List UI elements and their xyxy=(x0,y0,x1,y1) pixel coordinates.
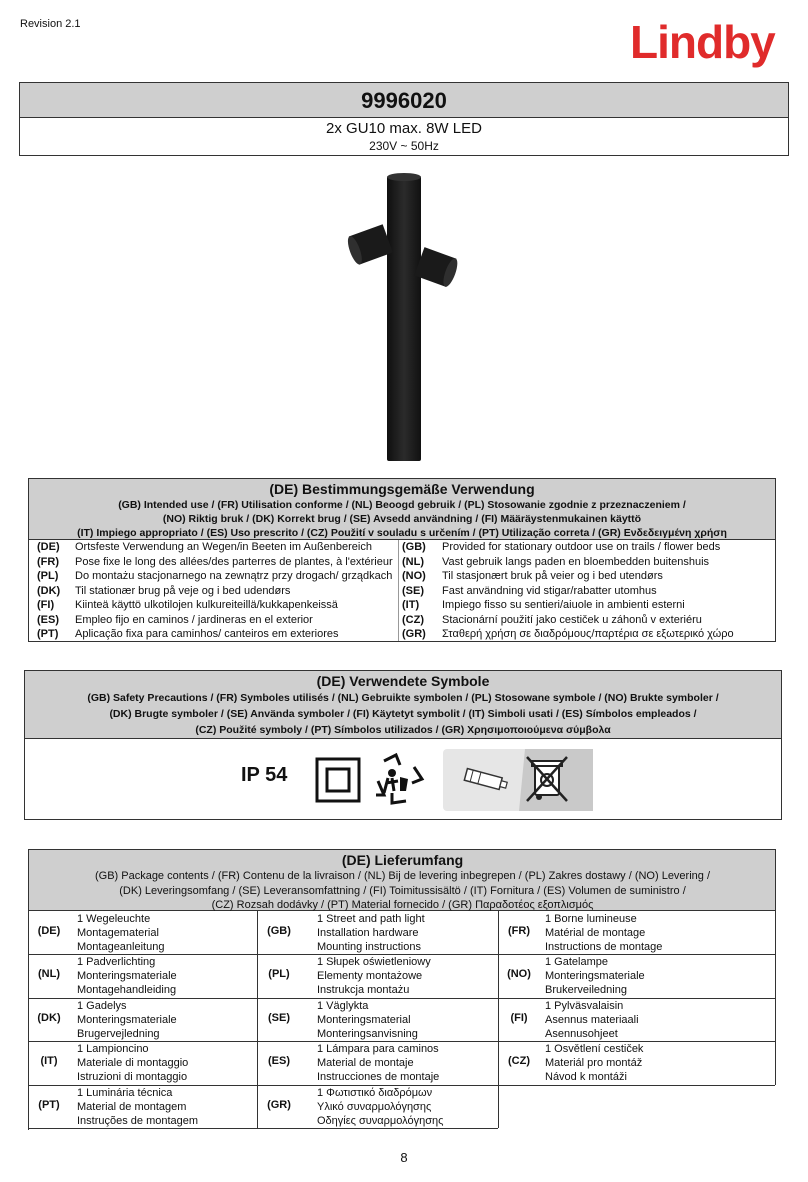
package-item-text: Instruções de montagem xyxy=(77,1114,199,1127)
lang-code: (IT) xyxy=(402,599,420,611)
product-voltage: 230V ~ 50Hz xyxy=(369,139,439,153)
use-text: Do montażu stacjonarnego na zewnątrz przy drogach/ grządkach xyxy=(75,570,393,582)
package-lang-code: (IT) xyxy=(40,1055,58,1068)
use-text: Empleo fijo en caminos / jardineras en el exterior xyxy=(75,613,313,626)
package-item-text: Elementy montażowe xyxy=(317,970,423,983)
symbols-header xyxy=(25,671,781,739)
package-item-text: Návod k montáži xyxy=(545,1071,627,1084)
package-lang-code: (DE) xyxy=(37,925,61,937)
package-item-text: Monteringsmateriale xyxy=(77,970,177,983)
package-item-text: 1 Street and path light xyxy=(317,913,425,925)
cell-border xyxy=(498,998,775,999)
lang-code: (SE) xyxy=(402,584,424,597)
use-text: Til stasjonært bruk på veier og i bed utendørs xyxy=(442,570,663,582)
package-lang-code: (NL) xyxy=(38,968,60,981)
package-lang-code: (FI) xyxy=(510,1011,528,1024)
intended-use-header xyxy=(29,479,775,540)
package-item-text: Υλικό συναρμολόγησης xyxy=(317,1100,432,1113)
package-lang-code: (DK) xyxy=(37,1011,61,1024)
package-item-text: Asennusohjeet xyxy=(545,1027,618,1040)
table-row xyxy=(29,555,775,570)
package-subtitle-3: (CZ) Rozsah dodávky / (PT) Material fornecido / (GR) Παραδοτέος εξοπλισμός xyxy=(211,899,594,911)
package-item-text: Brugervejledning xyxy=(77,1027,160,1040)
lindby-logo xyxy=(630,16,790,76)
package-lang-code: (CZ) xyxy=(508,1055,530,1068)
table-row xyxy=(29,598,775,613)
lang-code: (CZ) xyxy=(402,613,424,626)
package-item-text: 1 Wegeleuchte xyxy=(77,913,151,925)
brand-logo-text: Lindby xyxy=(630,16,775,68)
triman-recycling-icon xyxy=(370,751,428,809)
package-item-text: Monteringsanvisning xyxy=(317,1027,418,1040)
package-lang-code: (ES) xyxy=(268,1055,290,1068)
package-item-text: 1 Osvětlení cestiček xyxy=(545,1043,644,1056)
intended-use-body xyxy=(29,540,775,641)
lang-code: (ES) xyxy=(37,613,59,626)
package-item-text: Οδηγίες συναρμολόγησης xyxy=(317,1114,444,1127)
intended-use-title: (DE) Bestimmungsgemäße Verwendung xyxy=(269,481,535,497)
symbols-table xyxy=(24,670,782,820)
cell-border xyxy=(498,954,775,955)
package-item-text: 1 Luminária técnica xyxy=(77,1086,173,1099)
cell-border xyxy=(29,998,257,999)
symbols-subtitle-2: (DK) Brugte symboler / (SE) Använda symboler / (FI) Käytetyt symbolit / (IT) Simboli usati / (ES) Símbolos empleados / xyxy=(109,708,697,720)
package-item-text: Asennus materiaali xyxy=(545,1013,639,1026)
symbols-subtitle-1: (GB) Safety Precautions / (FR) Symboles utilisés / (NL) Gebruikte symbolen / (PL) Stosowane symbole / (NO) Brukte symboler / xyxy=(87,692,719,704)
package-item-text: Installation hardware xyxy=(317,927,419,939)
cell-border xyxy=(498,1085,499,1128)
cell-border xyxy=(29,1128,257,1129)
package-lang-code: (GR) xyxy=(267,1098,291,1111)
table-row xyxy=(29,584,775,599)
use-text: Σταθερή χρήση σε διαδρόμους/παρτέρια σε εξωτερικό χώρο xyxy=(442,628,734,640)
lang-code: (FR) xyxy=(37,555,59,568)
package-item-text: 1 Lámpara para caminos xyxy=(317,1043,439,1056)
lang-code: (PL) xyxy=(37,570,59,582)
package-lang-code: (NO) xyxy=(507,968,531,981)
lang-code: (NO) xyxy=(402,570,426,582)
lang-code: (NL) xyxy=(402,555,424,568)
page-number: 8 xyxy=(400,1150,408,1165)
intended-use-subtitle-2: (NO) Riktig bruk / (DK) Korrekt brug / (SE) Avsedd användning / (FI) Määräystenmukainen käyttö xyxy=(162,513,642,525)
lang-code: (DE) xyxy=(37,541,60,553)
package-lang-code: (PT) xyxy=(38,1098,60,1111)
use-text: Stacionární použití jako cestiček u záhonů v exteriéru xyxy=(442,613,702,626)
package-subtitle-2: (DK) Leveringsomfang / (SE) Leveransomfattning / (FI) Toimitussisältö / (IT) Fornitura / (ES) Volumen de suministro / xyxy=(119,884,686,897)
symbols-subtitle-3: (CZ) Použité symboly / (PT) Símbolos utilizados / (GR) Χρησιμοποιούμενα σύμβολα xyxy=(195,724,611,736)
package-item-text: 1 Pylväsvalaisin xyxy=(545,999,624,1012)
package-item-text: 1 Gadelys xyxy=(77,999,127,1012)
lang-code: (DK) xyxy=(37,584,61,597)
package-item-text: Mounting instructions xyxy=(317,941,421,953)
table-row xyxy=(29,627,775,642)
package-item-text: Montagematerial xyxy=(77,927,159,939)
product-spec: 2x GU10 max. 8W LED xyxy=(326,120,482,137)
package-item-text: Montageanleitung xyxy=(77,941,165,953)
package-item-text: Montagehandleiding xyxy=(77,984,177,997)
symbols-title: (DE) Verwendete Symbole xyxy=(316,673,490,689)
class-ii-double-insulation-icon xyxy=(315,757,361,803)
package-lang-code: (PL) xyxy=(268,968,290,981)
table-edge xyxy=(775,850,776,1085)
package-item-text: Matérial de montage xyxy=(545,927,646,939)
intended-use-subtitle-1: (GB) Intended use / (FR) Utilisation conforme / (NL) Beoogd gebruik / (PL) Stosowanie zgodnie z przeznaczeniem / xyxy=(118,499,686,511)
weee-crossed-bin-icon xyxy=(523,753,573,807)
cell-border xyxy=(257,998,498,999)
package-header xyxy=(29,850,776,911)
use-text: Ortsfeste Verwendung an Wegen/in Beeten im Außenbereich xyxy=(75,541,372,553)
use-text: Vast gebruik langs paden en bloembedden buitenshuis xyxy=(442,555,710,568)
package-item-text: 1 Borne lumineuse xyxy=(545,913,637,925)
intended-use-table xyxy=(28,478,776,642)
intended-use-subtitle-3: (IT) Impiego appropriato / (ES) Uso prescrito / (CZ) Použití v souladu s určením / (PT) Utilização correta / (GR) Ενδεδειγμένη χρήση xyxy=(77,527,727,539)
use-text: Aplicação fixa para caminhos/ canteiros em exteriores xyxy=(75,628,339,640)
package-subtitle-1: (GB) Package contents / (FR) Contenu de la livraison / (NL) Bij de levering inbegrepen / (PL) Zakres dostawy / (NO) Levering / xyxy=(94,870,711,882)
package-item-text: Instrukcja montażu xyxy=(317,984,410,997)
package-item-text: Monteringsmaterial xyxy=(317,1013,411,1026)
package-lang-code: (FR) xyxy=(508,925,530,937)
table-row xyxy=(29,613,775,628)
package-item-text: Monteringsmateriale xyxy=(545,970,645,983)
table-row xyxy=(29,540,775,555)
lang-code: (GR) xyxy=(402,628,426,640)
package-item-text: Materiale di montaggio xyxy=(77,1057,189,1070)
package-item-text: Material de montaje xyxy=(317,1057,414,1070)
lang-code: (PT) xyxy=(37,628,59,640)
product-header-box xyxy=(19,82,789,156)
package-item-text: 1 Väglykta xyxy=(317,999,369,1012)
product-code: 9996020 xyxy=(20,83,788,118)
package-item-text: Material de montagem xyxy=(77,1100,187,1113)
package-title: (DE) Lieferumfang xyxy=(341,852,464,868)
package-item-text: 1 Lampioncino xyxy=(77,1043,149,1056)
package-lang-code: (GB) xyxy=(267,925,291,937)
lamp-illustration xyxy=(340,168,460,468)
use-text: Til stationær brug på veje og i bed udendørs xyxy=(75,584,291,597)
cell-border xyxy=(498,1085,775,1086)
use-text: Impiego fisso su sentieri/aiuole in ambienti esterni xyxy=(442,599,685,611)
use-text: Provided for stationary outdoor use on trails / flower beds xyxy=(442,541,721,553)
cell-border xyxy=(257,1128,498,1129)
use-text: Pose fixe le long des allées/des parterres de plantes, à l'extérieur xyxy=(75,555,393,568)
lang-code: (GB) xyxy=(402,541,426,553)
package-item-text: Materiál pro montáž xyxy=(545,1057,643,1070)
package-item-text: 1 Padverlichting xyxy=(77,956,156,969)
revision-label: Revision 2.1 xyxy=(20,18,81,30)
symbols-body xyxy=(25,739,781,819)
package-item-text: 1 Φωτιστικό διαδρόμων xyxy=(317,1086,433,1099)
package-grid xyxy=(29,911,776,1129)
package-lang-code: (SE) xyxy=(268,1011,290,1024)
use-text: Kiinteä käyttö ulkotilojen kulkureiteillä/kukkapenkeissä xyxy=(75,599,338,611)
package-contents-table xyxy=(28,849,776,1130)
table-row xyxy=(29,569,775,584)
lang-code: (FI) xyxy=(37,599,55,611)
use-text: Fast användning vid stigar/rabatter utomhus xyxy=(442,584,657,597)
ip-rating: IP 54 xyxy=(241,764,288,786)
package-item-text: Istruzioni di montaggio xyxy=(77,1071,188,1084)
package-item-text: 1 Gatelampe xyxy=(545,956,608,969)
package-item-text: Brukerveiledning xyxy=(545,984,627,997)
package-item-text: Instructions de montage xyxy=(545,941,663,953)
package-item-text: Instrucciones de montaje xyxy=(317,1071,440,1084)
package-item-text: Monteringsmateriale xyxy=(77,1013,177,1026)
package-item-text: 1 Słupek oświetleniowy xyxy=(317,956,431,969)
